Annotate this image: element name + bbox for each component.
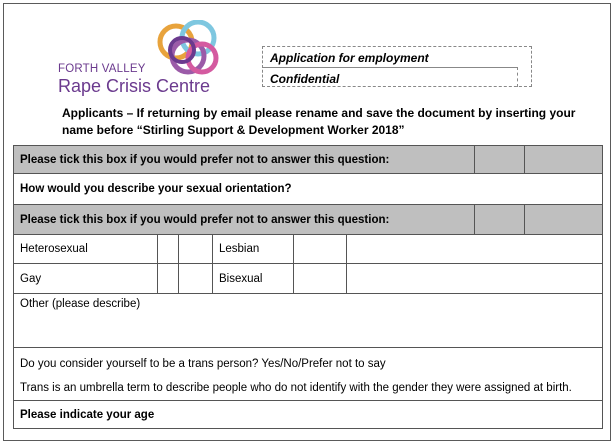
prefer-not-checkbox-2[interactable] [475, 205, 525, 235]
interlocking-rings-icon [146, 20, 236, 80]
logo-line-forth-valley: FORTH VALLEY [58, 63, 146, 75]
option-bisexual-label: Bisexual [213, 264, 294, 294]
table-row [14, 294, 603, 348]
option-gay-label: Gay [14, 264, 158, 294]
application-title: Application for employment [270, 51, 429, 65]
table-row [14, 348, 603, 401]
tick-prompt-2: Please tick this box if you would prefer not to answer this question: [14, 205, 475, 235]
table-row [14, 174, 603, 205]
other-describe-field[interactable] [14, 294, 603, 348]
shaded-cell [525, 205, 603, 235]
confidential-label: Confidential [270, 72, 340, 86]
option-lesbian-label: Lesbian [213, 235, 294, 264]
divider [263, 67, 517, 68]
table-row [14, 235, 603, 264]
table-row [14, 146, 603, 174]
shaded-cell [525, 146, 603, 174]
orientation-question: How would you describe your sexual orientation? [14, 174, 603, 205]
table-row [14, 264, 603, 294]
gay-checkbox[interactable] [179, 264, 213, 294]
logo-line-rape-crisis-centre: Rape Crisis Centre [58, 76, 211, 96]
other-describe-label: Other (please describe) [20, 298, 141, 310]
trans-question-cell [14, 348, 603, 401]
heterosexual-checkbox[interactable] [179, 235, 213, 264]
application-header-box [262, 46, 532, 87]
empty-cell [347, 264, 603, 294]
divider [517, 67, 518, 87]
spacer-cell [158, 264, 179, 294]
tick-prompt-1: Please tick this box if you would prefer not to answer this question: [14, 146, 475, 174]
bisexual-checkbox[interactable] [294, 264, 347, 294]
option-heterosexual-label: Heterosexual [14, 235, 158, 264]
instruction-text: Applicants – If returning by email please rename and save the document by inserting your name before “Stirling Support & Development Worker 2018” [62, 106, 576, 137]
organisation-logo [58, 20, 258, 100]
table-row [14, 401, 603, 429]
spacer-cell [158, 235, 179, 264]
table-row [14, 205, 603, 235]
trans-definition: Trans is an umbrella term to describe people who do not identify with the gender they were assigned at birth. [20, 382, 572, 394]
age-prompt: Please indicate your age [14, 401, 603, 429]
empty-cell [347, 235, 603, 264]
prefer-not-checkbox-1[interactable] [475, 146, 525, 174]
trans-question: Do you consider yourself to be a trans person? Yes/No/Prefer not to say [20, 358, 386, 370]
equal-opportunities-form [13, 145, 603, 429]
lesbian-checkbox[interactable] [294, 235, 347, 264]
